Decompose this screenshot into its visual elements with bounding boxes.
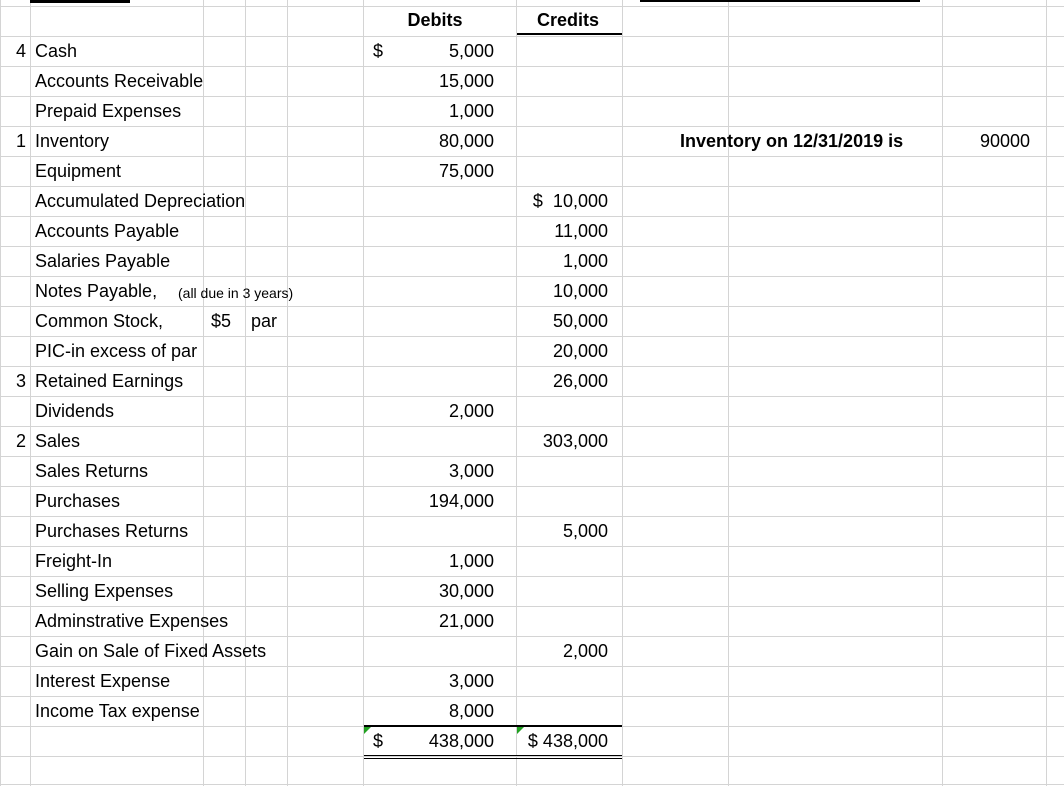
- account-name: Dividends: [35, 401, 115, 421]
- account-name: Gain on Sale of Fixed Assets: [35, 641, 267, 661]
- account-name: Interest Expense: [35, 671, 171, 691]
- credit-amount: 303,000: [542, 431, 608, 451]
- account-name: Freight-In: [35, 551, 113, 571]
- account-name: Sales Returns: [35, 461, 149, 481]
- account-note: (all due in 3 years): [178, 285, 294, 301]
- account-name: Equipment: [35, 161, 122, 181]
- account-name: Accounts Payable: [35, 221, 180, 241]
- debit-amount: 5,000: [448, 41, 494, 61]
- account-name: Notes Payable,: [35, 281, 158, 301]
- total-credit: $ 438,000: [527, 731, 608, 751]
- credit-amount: 1,000: [562, 251, 608, 271]
- debit-amount: 21,000: [438, 611, 494, 631]
- debit-amount: 75,000: [438, 161, 494, 181]
- debit-dollar-sign: $: [373, 41, 384, 61]
- debit-amount: 194,000: [428, 491, 494, 511]
- inventory-note-label: Inventory on 12/31/2019 is: [680, 131, 904, 151]
- debit-amount: 30,000: [438, 581, 494, 601]
- row-number: 3: [15, 371, 26, 391]
- inventory-note-value: 90000: [979, 131, 1030, 151]
- credit-amount: $ 10,000: [532, 191, 608, 211]
- credit-amount: 11,000: [554, 221, 608, 241]
- credit-amount: 5,000: [562, 521, 608, 541]
- account-name: Selling Expenses: [35, 581, 174, 601]
- debit-amount: 80,000: [438, 131, 494, 151]
- debit-amount: 3,000: [448, 671, 494, 691]
- debit-amount: 8,000: [448, 701, 494, 721]
- debit-amount: 3,000: [448, 461, 494, 481]
- account-name: Purchases Returns: [35, 521, 189, 541]
- debit-amount: 1,000: [448, 101, 494, 121]
- account-name: Accounts Receivable: [35, 71, 204, 91]
- par-value: $5: [211, 311, 232, 331]
- credit-amount: 2,000: [562, 641, 608, 661]
- account-name: Income Tax expense: [35, 701, 200, 721]
- total-debit-dollar-sign: $: [373, 731, 384, 751]
- total-debit: 438,000: [428, 731, 494, 751]
- debit-amount: 2,000: [448, 401, 494, 421]
- account-name: Accumulated Depreciation: [35, 191, 246, 211]
- row-number: 4: [15, 41, 26, 61]
- account-name: Prepaid Expenses: [35, 101, 182, 121]
- debit-amount: 1,000: [448, 551, 494, 571]
- account-name: Cash: [35, 41, 78, 61]
- total-double-rule: [364, 755, 622, 756]
- account-name: Adminstrative Expenses: [35, 611, 229, 631]
- credit-amount: 10,000: [552, 281, 608, 301]
- total-rule-top: [364, 725, 622, 727]
- debits-header: Debits: [407, 10, 463, 30]
- account-name: Retained Earnings: [35, 371, 184, 391]
- debit-amount: 15,000: [438, 71, 494, 91]
- row-number: 2: [15, 431, 26, 451]
- total-double-rule: [364, 758, 622, 759]
- account-name: PIC-in excess of par: [35, 341, 198, 361]
- credits-header-underline: [517, 33, 622, 35]
- credit-amount: 50,000: [552, 311, 608, 331]
- credit-amount: 20,000: [552, 341, 608, 361]
- account-name: Sales: [35, 431, 81, 451]
- account-name: Salaries Payable: [35, 251, 171, 271]
- account-name: Purchases: [35, 491, 121, 511]
- account-name: Inventory: [35, 131, 110, 151]
- par-label: par: [251, 311, 278, 331]
- account-name: Common Stock,: [35, 311, 164, 331]
- row-number: 1: [15, 131, 26, 151]
- credit-amount: 26,000: [552, 371, 608, 391]
- credits-header: Credits: [536, 10, 599, 30]
